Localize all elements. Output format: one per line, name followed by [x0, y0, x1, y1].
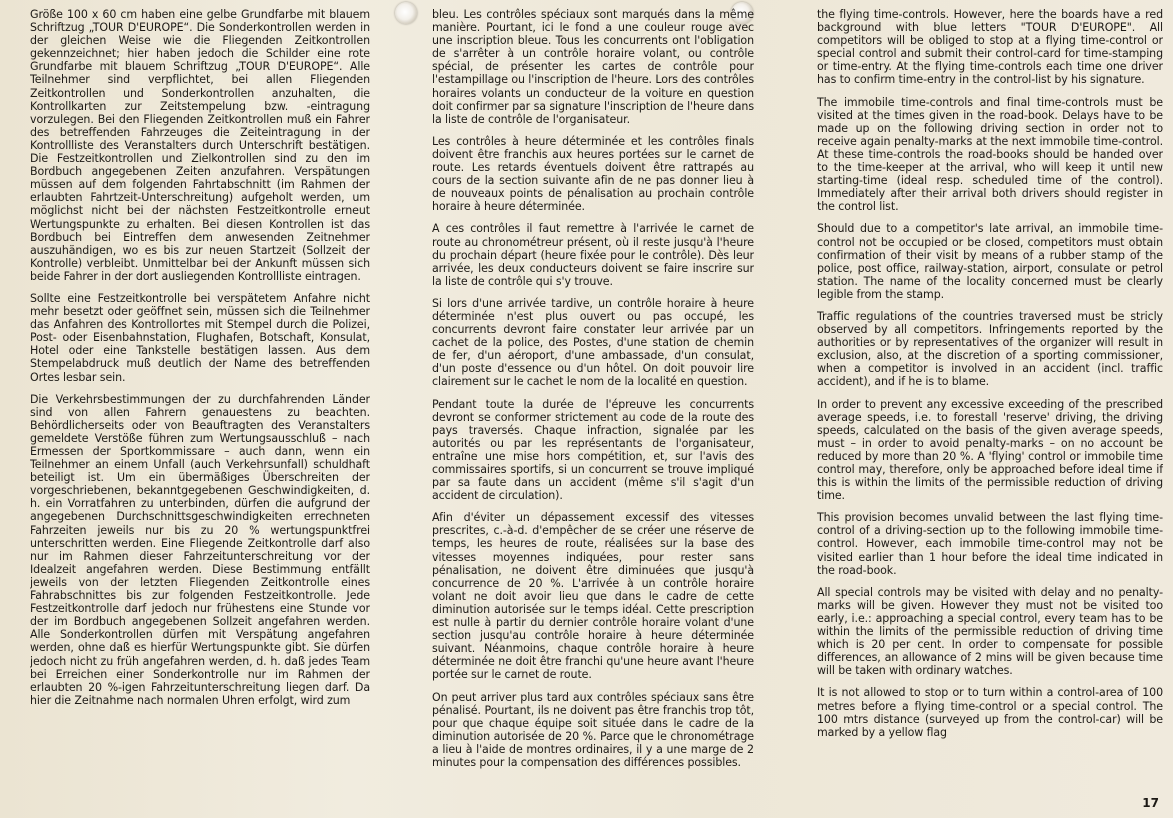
paragraph: Afin d'éviter un dépassement excessif des vitesses prescrites, c.-à-d. d'empêcher de se créer une réserve de temps, les heures de route, réalisées sur la base des vitesses moyennes indiquées, pour rester sans pénalisation, ne doivent être diminuées que jusqu'à concurrence de 20 %. L'arrivée à un contrôle horaire volant ne doit avoir lieu que dans le cadre de cette diminution autorisée sur le temps idéal. Cette prescription est nulle à partir du dernier contrôle horaire volant d'une section jusqu'au contrôle horaire à heure déterminée suivant. Néanmoins, chaque contrôle horaire à heure déterminée ne doit être franchi qu'une heure avant l'heure portée sur le carnet de route.	[432, 511, 754, 682]
paragraph: A ces contrôles il faut remettre à l'arrivée le carnet de route au chronométreur présent, où il reste jusqu'à l'heure du prochain départ (heure fixée pour le contrôle). Dès leur arrivée, les deux conducteurs doivent se faire inscrire sur la liste de contrôle qui s'y trouve.	[432, 222, 754, 288]
paragraph: Die Verkehrsbestimmungen der zu durchfahrenden Länder sind von allen Fahrern genauestens zu beachten. Behördlicherseits oder von Beauftragten des Veranstalters gemeldete Verstöße führen zum Wertungsausschluß – nach Ermessen der Sportkommissare – auch dann, wenn ein Teilnehmer an einem Unfall (auch Verkehrsunfall) schuldhaft beteiligt ist. Um ein übermäßiges Überschreiten der vorgeschriebenen, bekanntgegebenen Geschwindigkeiten, d. h. ein Vorratfahren zu unterbinden, dürfen die aufgrund der angegebenen Durchschnittsgeschwindigkeiten errechneten Fahrzeiten jeweils nur bis zu 20 % wertungspunktfrei unterschritten werden. Eine Fliegende Zeitkontrolle darf also nur im Rahmen dieser Fahrzeitunterschreitung vor der Idealzeit angefahren werden. Diese Bestimmung entfällt jeweils von der letzten Fliegenden Zeitkontrolle eines Fahrabschnittes bis zur folgenden Festzeitkontrolle. Jede Festzeitkontrolle darf jedoch nur frühestens eine Stunde vor der im Bordbuch angegebenen Sollzeit angefahren werden. Alle Sonderkontrollen dürfen mit Verspätung angefahren werden, ohne daß es hierfür Wertungspunkte gibt. Sie dürfen jedoch nicht zu früh angefahren werden, d. h. daß jedes Team bei Erreichen einer Sonderkontrolle nur im Rahmen der erlaubten 20 %-igen Fahrzeitunterschreitung liegen darf. Da hier die Zeitnahme nach normalen Uhren erfolgt, wird zum	[30, 392, 370, 707]
paragraph: It is not allowed to stop or to turn within a control-area of 100 metres before a flying time-control or a special control. The 100 mtrs distance (surveyed up from the control-car) will be marked by a yellow flag	[817, 686, 1163, 739]
paragraph: This provision becomes unvalid between the last flying time-control of a driving-section up to the following immobile time-control. However, each immobile time-control may not be visited earlier than 1 hour before the ideal time indicated in the road-book.	[817, 511, 1163, 577]
paragraph: All special controls may be visited with delay and no penalty-marks will be given. However they must not be visited too early, i.e.: approaching a special control, every team has to be within the limits of the permissible reduction of driving time which is 20 per cent. In order to compensate for possible differences, an allowance of 2 mins will be given because time will be taken with ordinary watches.	[817, 585, 1163, 678]
binder-hole	[395, 2, 417, 24]
paragraph: Sollte eine Festzeitkontrolle bei verspätetem Anfahre nicht mehr besetzt oder geöffnet sein, müssen sich die Teilnehmer das Anfahren des Kontrollortes mit Stempel durch die Polizei, Post- oder Eisenbahnstation, Flughafen, Botschaft, Konsulat, Hotel oder eine Tankstelle bestätigen lassen. Aus dem Stempelabdruck muß deutlich der Name des betreffenden Ortes lesbar sein.	[30, 291, 370, 384]
paragraph: Größe 100 x 60 cm haben eine gelbe Grundfarbe mit blauem Schriftzug „TOUR D'EUROPE“. Die Sonderkontrollen werden in der gleichen Weise wie die Fliegenden Zeitkontrollen gekennzeichnet; hier haben jedoch die Schilder eine rote Grundfarbe mit blauem Schriftzug „TOUR D'EUROPE“. Alle Teilnehmer sind verpflichtet, bei allen Fliegenden Zeitkontrollen und Sonderkontrollen anzuhalten, die Kontrollkarten zur Zeitstempelung bzw. -eintragung vorzulegen. Bei den Fliegenden Zeitkontrollen muß ein Fahrer des betreffenden Fahrzeuges die Zeiteintragung in der Kontrollliste des Veranstalters durch Unterschrift bestätigen. Die Festzeitkontrollen und Zielkontrollen sind zu den im Bordbuch angegebenen Zeiten anzufahren. Verspätungen müssen auf dem folgenden Fahrtabschnitt (im Rahmen der erlaubten Fahrtzeit-Unterschreitung) aufgeholt werden, um möglichst nicht bei der nächsten Festzeitkontrolle erneut Wertungspunkte zu erhalten. Bei diesen Kontrollen ist das Bordbuch bei Eintreffen dem anwesenden Zeitnehmer auszuhändigen, wo es bis zur neuen Startzeit (Sollzeit der Kontrolle) verbleibt. Unmittelbar bei der Ankunft müssen sich beide Fahrer in der dort ausliegenden Kontrollliste eintragen.	[30, 8, 370, 283]
paragraph: Traffic regulations of the countries traversed must be stricly observed by all competitors. Infringements reported by the authorities or by representatives of the organizer will result in exclusion, also, at the discretion of a sporting commissioner, when a competitor is involved in an accident (incl. traffic accident), and if he is to blame.	[817, 309, 1163, 389]
english-text-column	[817, 8, 1163, 798]
paragraph: In order to prevent any excessive exceeding of the prescribed average speeds, i.e. to forestall 'reserve' driving, the driving speeds, calculated on the basis of the given average speeds, must – in order to avoid penalty-marks – on no account be reduced by more than 20 %. A 'flying' control or immobile time control may, therefore, only be approached before ideal time if this is within the limits of the permissible reduction of driving time.	[817, 397, 1163, 503]
paragraph: Should due to a competitor's late arrival, an immobile time-control not be occupied or be closed, competitors must obtain confirmation of their visit by means of a rubber stamp of the police, post office, railway-station, airport, consulate or petrol station. The name of the locality concerned must be clearly legible from the stamp.	[817, 222, 1163, 301]
paragraph: Si lors d'une arrivée tardive, un contrôle horaire à heure déterminée n'est plus ouvert ou pas occupé, les concurrents devront faire constater leur arrivée par un cachet de la police, des Postes, d'une station de chemin de fer, d'un aéroport, d'une ambassade, d'un consulat, d'un poste d'essence ou d'un hôtel. On doit pouvoir lire clairement sur le cachet le nom de la localité en question.	[432, 296, 754, 389]
paragraph: bleu. Les contrôles spéciaux sont marqués dans la même manière. Pourtant, ici le fond a une couleur rouge avec une inscription bleue. Tous les concurrents ont l'obligation de s'arrêter à un contrôle horaire volant, ou contrôle spécial, de présenter les cartes de contrôle pour l'estampillage ou l'inscription de l'heure. Lors des contrôles horaires volants un conducteur de la voiture en question doit confirmer par sa signature l'inscription de l'heure dans la liste de contrôle de l'organisateur.	[432, 8, 754, 126]
german-text-column	[30, 8, 370, 816]
paragraph: On peut arriver plus tard aux contrôles spéciaux sans être pénalisé. Pourtant, ils ne doivent pas être franchis trop tôt, pour que chaque équipe soit située dans le cadre de la diminution autorisée de 20 %. Parce que le chronométrage a lieu à l'aide de montres ordinaires, il y a une marge de 2 minutes pour la compensation des différences possibles.	[432, 690, 754, 769]
french-text-column	[432, 8, 754, 808]
paragraph: the flying time-controls. However, here the boards have a red background with blue letters "TOUR D'EUROPE". All competitors will be obliged to stop at a flying time-control or special control and submit their control-card for time-stamping or time-entry. At the flying time-controls each time one driver has to confirm time-entry in the control-list by his signature.	[817, 8, 1163, 87]
paragraph: Pendant toute la durée de l'épreuve les concurrents devront se conformer strictement au code de la route des pays traversés. Chaque infraction, signalée par les autorités ou par les représentants de l'organisateur, entraîne une mise hors compétition, et, sur l'avis des commissaires sportifs, si un concurrent se trouve impliqué par sa faute dans un accident (même s'il s'agit d'un accident de circulation).	[432, 397, 754, 503]
paragraph: The immobile time-controls and final time-controls must be visited at the times given in the road-book. Delays have to be made up on the following driving section in order not to receive again penalty-marks at the next immobile time-control. At these time-controls the road-books should be handed over to the time-keeper at the arrival, who will keep it until new starting-time (ideal resp. scheduled time of the control). Immediately after their arrival both drivers should register in the control list.	[817, 95, 1163, 214]
page-number: 17	[1142, 796, 1159, 810]
paragraph: Les contrôles à heure déterminée et les contrôles finals doivent être franchis aux heures portées sur le carnet de route. Les retards éventuels doivent être rattrapés au cours de la section suivante afin de ne pas donner lieu à de nouveaux points de pénalisation au prochain contrôle horaire à heure déterminée.	[432, 134, 754, 214]
